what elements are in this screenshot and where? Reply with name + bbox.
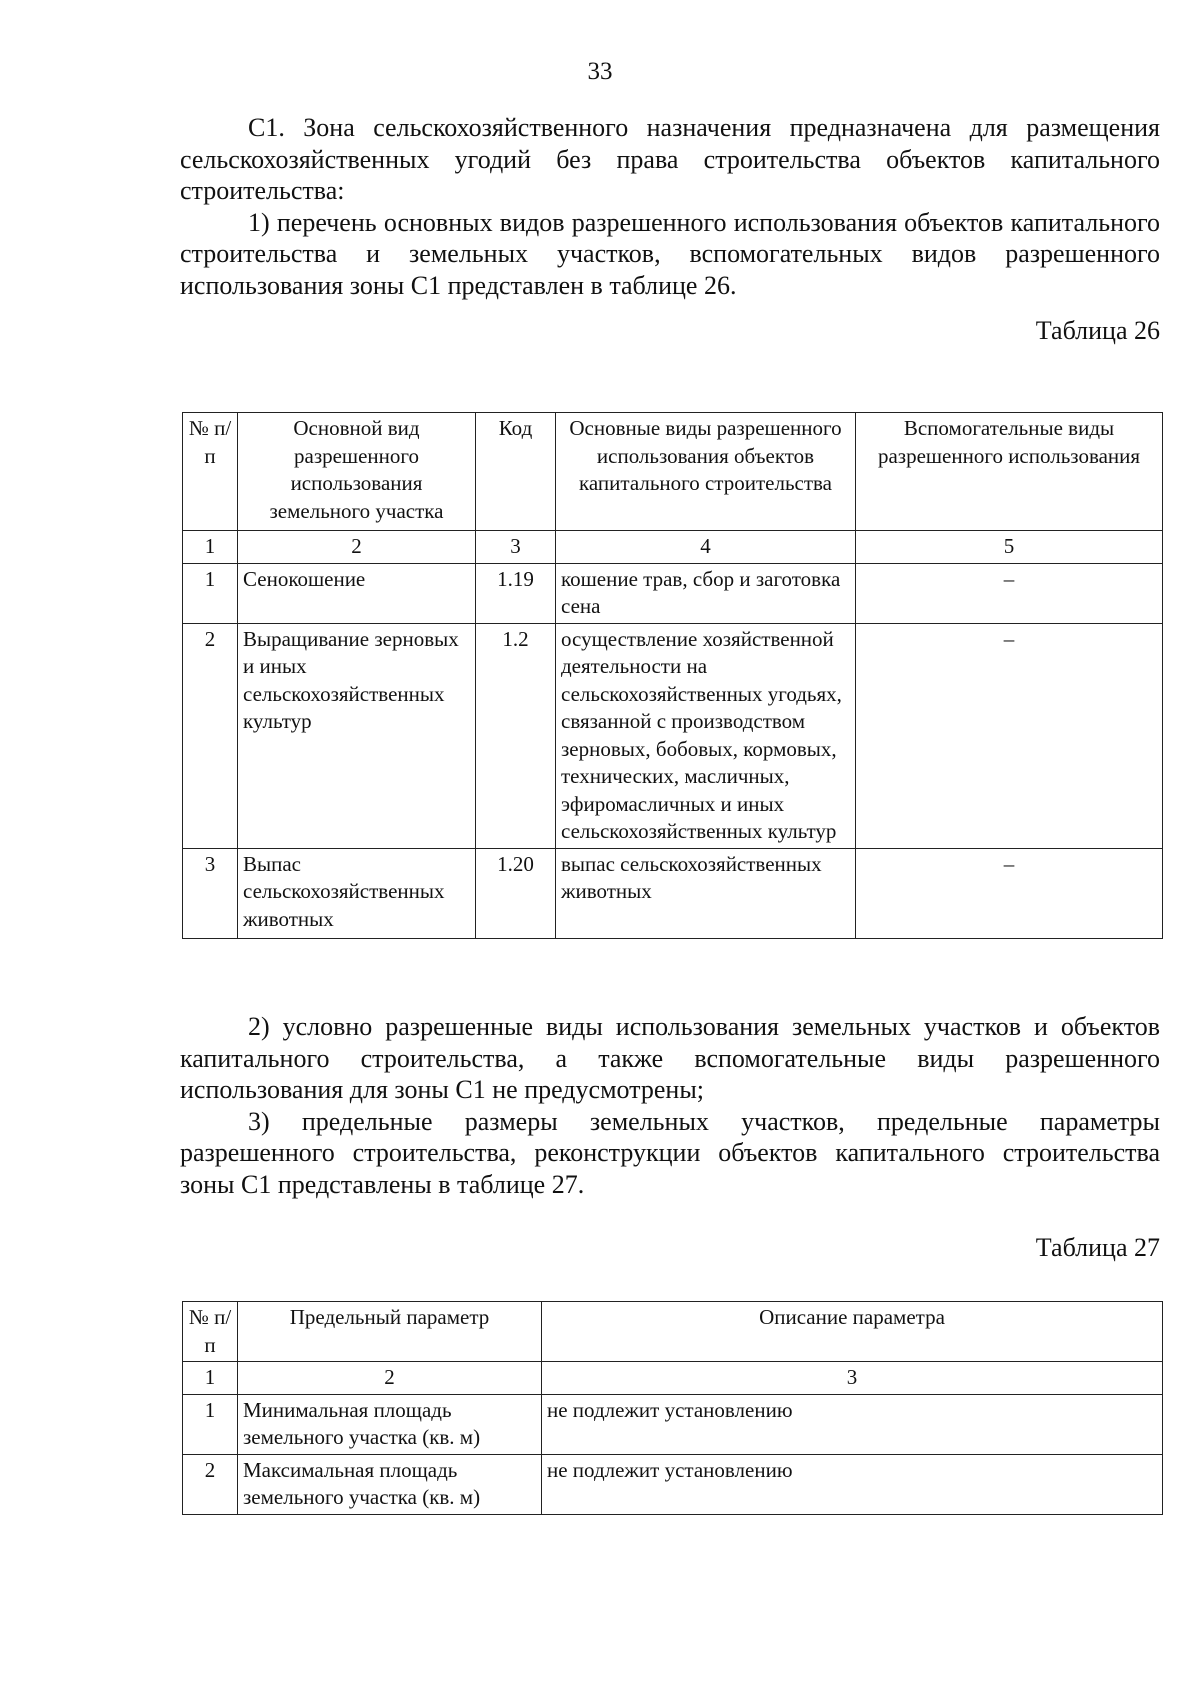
table-26 xyxy=(182,412,1163,939)
table27-header-row xyxy=(183,1302,1163,1362)
table27-header-param: Предельный параметр xyxy=(238,1302,542,1362)
table26-header-use: Основной вид разрешенного использования земельного участка xyxy=(238,413,476,531)
table27-colnum: 2 xyxy=(238,1362,542,1395)
row-aux: – xyxy=(856,563,1163,623)
row-aux: – xyxy=(856,848,1163,938)
table27-colnum-row xyxy=(183,1362,1163,1395)
table26-caption: Таблица 26 xyxy=(1035,316,1160,345)
row-code: 1.20 xyxy=(476,848,556,938)
row-number: 3 xyxy=(183,848,238,938)
middle-text xyxy=(180,1011,1160,1200)
table26-colnum: 2 xyxy=(238,531,476,564)
row-use: Выпас сельскохозяйственных животных xyxy=(238,848,476,938)
row-main: кошение трав, сбор и заготовка сена xyxy=(556,563,856,623)
row-desc: не подлежит установлению xyxy=(542,1394,1163,1454)
table26-colnum-row xyxy=(183,531,1163,564)
page-number: 33 xyxy=(587,58,613,85)
table27-caption: Таблица 27 xyxy=(1035,1233,1160,1262)
table26-colnum: 1 xyxy=(183,531,238,564)
table27-colnum: 3 xyxy=(542,1362,1163,1395)
table-row xyxy=(183,1394,1163,1454)
table26-colnum: 5 xyxy=(856,531,1163,564)
table26-header-aux: Вспомогательные виды разрешенного использования xyxy=(856,413,1163,531)
table26-colnum: 3 xyxy=(476,531,556,564)
row-code: 1.19 xyxy=(476,563,556,623)
table26-header-code: Код xyxy=(476,413,556,531)
table26-header-n: № п/п xyxy=(183,413,238,531)
paragraph-item-2: 2) условно разрешенные виды использования земельных участков и объектов капитального строительства, а также вспомогательные виды разрешенного использования для зоны С1 не предусмотрены; xyxy=(180,1012,1160,1104)
table-row xyxy=(183,623,1163,848)
row-aux: – xyxy=(856,623,1163,848)
row-param: Максимальная площадь земельного участка (кв. м) xyxy=(238,1454,542,1514)
row-number: 2 xyxy=(183,1454,238,1514)
paragraph-item-3: 3) предельные размеры земельных участков, предельные параметры разрешенного строительства, реконструкции объектов капитального строительства зоны С1 представлены в таблице 27. xyxy=(180,1106,1160,1199)
table26-colnum: 4 xyxy=(556,531,856,564)
paragraph-zone-c1: С1. Зона сельскохозяйственного назначения предназначена для размещения сельскохозяйственных угодий без права строительства объектов капитального строительства: xyxy=(180,113,1160,205)
row-desc: не подлежит установлению xyxy=(542,1454,1163,1514)
table26-header-main: Основные виды разрешенного использования объектов капитального строительства xyxy=(556,413,856,531)
row-use: Выращивание зерновых и иных сельскохозяйственных культур xyxy=(238,623,476,848)
table-row xyxy=(183,563,1163,623)
row-main: выпас сельскохозяйственных животных xyxy=(556,848,856,938)
table27-header-n: № п/п xyxy=(183,1302,238,1362)
table-row xyxy=(183,848,1163,938)
row-param: Минимальная площадь земельного участка (кв. м) xyxy=(238,1394,542,1454)
row-number: 2 xyxy=(183,623,238,848)
table-row xyxy=(183,1454,1163,1514)
table27-header-desc: Описание параметра xyxy=(542,1302,1163,1362)
table-27 xyxy=(182,1301,1163,1515)
table26-header-row xyxy=(183,413,1163,531)
intro-text xyxy=(180,112,1160,301)
table27-colnum: 1 xyxy=(183,1362,238,1395)
row-number: 1 xyxy=(183,1394,238,1454)
row-number: 1 xyxy=(183,563,238,623)
row-main: осуществление хозяйственной деятельности на сельскохозяйственных угодьях, связанной с производством зерновых, бобовых, кормовых, технических, масличных, эфиромасличных и иных сельскохозяйственных культур xyxy=(556,623,856,848)
paragraph-item-1: 1) перечень основных видов разрешенного использования объектов капитального строительства и земельных участков, вспомогательных видов разрешенного использования зоны С1 представлен в таблице 26. xyxy=(180,207,1160,300)
row-code: 1.2 xyxy=(476,623,556,848)
row-use: Сенокошение xyxy=(238,563,476,623)
